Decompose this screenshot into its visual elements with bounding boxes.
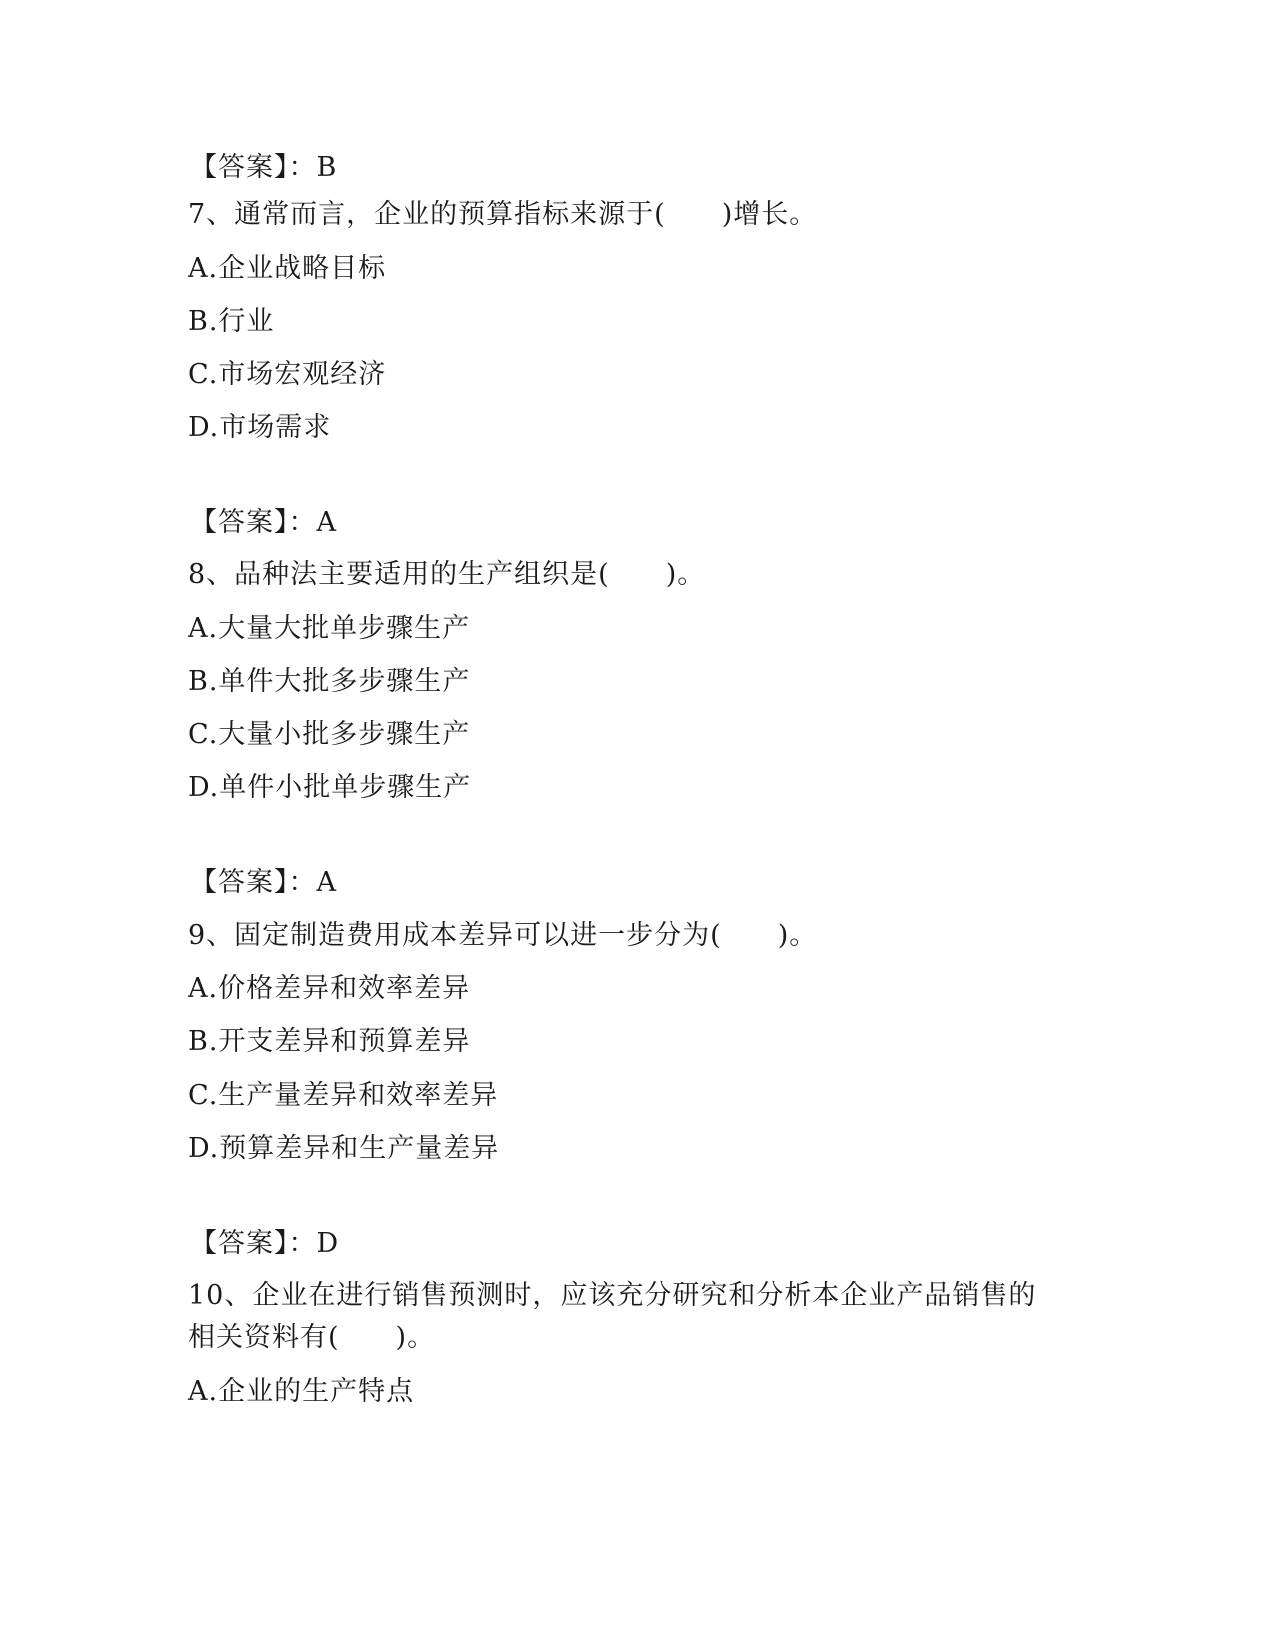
question-10-line2: 相关资料有( )。 <box>188 1322 436 1353</box>
option-9d: D.预算差异和生产量差异 <box>188 1133 500 1164</box>
option-10a: A.企业的生产特点 <box>188 1376 415 1407</box>
answer-label: 【答案】：A <box>190 867 337 898</box>
question-8: 8、品种法主要适用的生产组织是( )。 <box>188 559 706 590</box>
question-7: 7、通常而言，企业的预算指标来源于( )增长。 <box>188 199 818 230</box>
answer-label: 【答案】：D <box>190 1228 340 1259</box>
option-8c: C.大量小批多步骤生产 <box>188 719 471 750</box>
question-9: 9、固定制造费用成本差异可以进一步分为( )。 <box>188 920 818 951</box>
option-7a: A.企业战略目标 <box>188 253 387 284</box>
option-7b: B.行业 <box>188 306 275 337</box>
option-9a: A.价格差异和效率差异 <box>188 973 471 1004</box>
option-8d: D.单件小批单步骤生产 <box>188 772 472 803</box>
option-7d: D.市场需求 <box>188 412 332 443</box>
option-8b: B.单件大批多步骤生产 <box>188 666 471 697</box>
option-7c: C.市场宏观经济 <box>188 359 387 390</box>
option-8a: A.大量大批单步骤生产 <box>188 613 471 644</box>
question-10-line1: 10、企业在进行销售预测时，应该充分研究和分析本企业产品销售的 <box>188 1280 1037 1311</box>
answer-label: 【答案】：B <box>190 152 338 183</box>
option-9c: C.生产量差异和效率差异 <box>188 1080 499 1111</box>
option-9b: B.开支差异和预算差异 <box>188 1026 471 1057</box>
answer-label: 【答案】：A <box>190 507 337 538</box>
